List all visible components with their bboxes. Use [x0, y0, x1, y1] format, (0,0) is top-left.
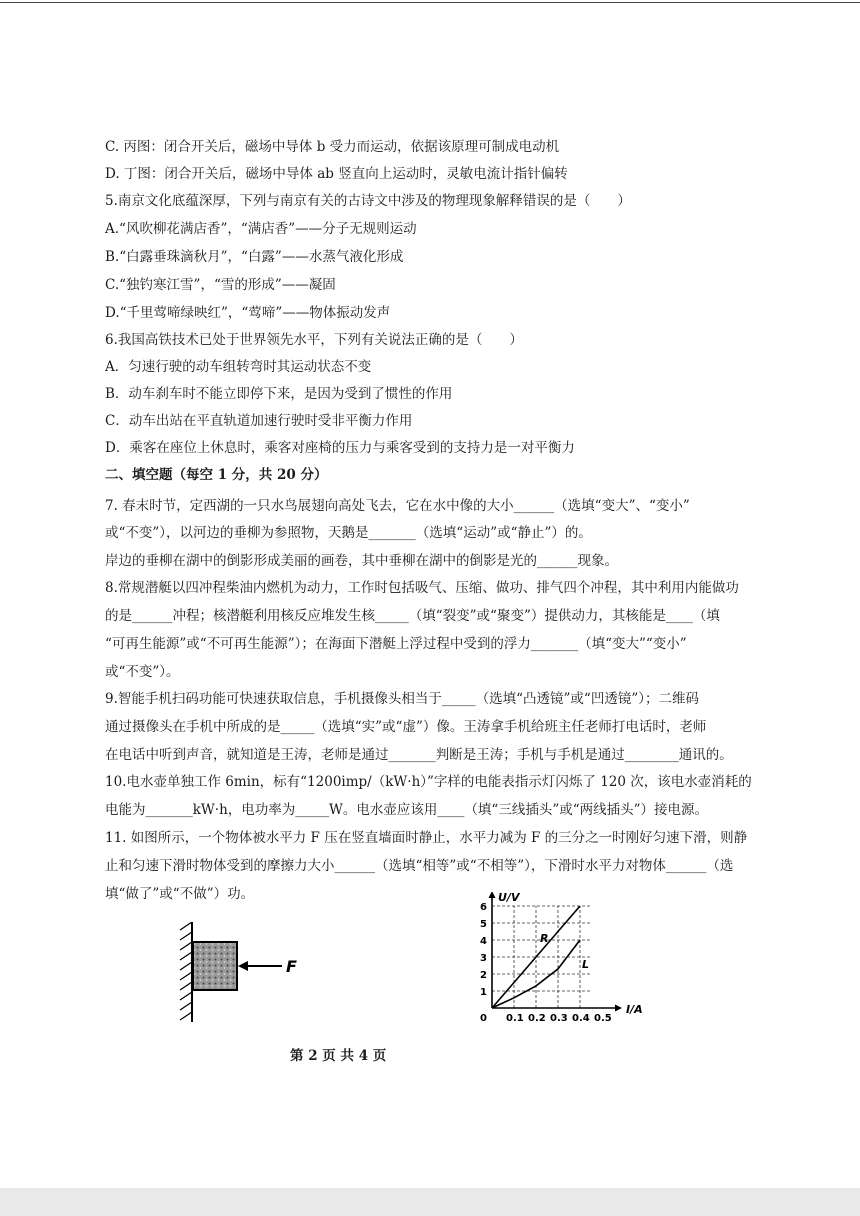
question-11-line: 11. 如图所示，一个物体被水平力 F 压在竖直墙面时静止，水平力减为 F 的三分之一时刚好匀速下滑，则静	[105, 830, 748, 846]
block	[193, 942, 237, 990]
question-6-stem: 6.我国高铁技术已处于世界领先水平，下列有关说法正确的是（ ）	[105, 332, 523, 348]
axes	[489, 892, 623, 1012]
x-tick-label: 0.2	[528, 1013, 546, 1022]
option-line: A．匀速行驶的动车组转弯时其运动状态不变	[105, 359, 372, 375]
question-10-line: 10.电水壶单独工作 6min，标有“1200imp/（kW·h）”字样的电能表指示灯闪烁了 120 次，该电水壶消耗的	[105, 774, 752, 790]
question-11-line: 填“做了”或“不做”）功。	[105, 886, 255, 902]
question-7-line: 岸边的垂柳在湖中的倒影形成美丽的画卷，其中垂柳在湖中的倒影是光的______现象。	[105, 553, 618, 569]
option-line: D.“千里莺啼绿映红”，“莺啼”——物体振动发声	[105, 305, 391, 321]
question-9-line: 通过摄像头在手机中所成的是_____（选填“实”或“虚”）像。王涛拿手机给班主任老师打电话时，老师	[105, 719, 707, 735]
wall-block-figure	[178, 922, 318, 1022]
x-tick-labels	[480, 1013, 612, 1022]
question-7-line: 7. 春末时节，定西湖的一只水鸟展翅向高处飞去，它在水中像的大小______（选填“变大”、“变小”	[105, 498, 690, 514]
option-line: C．动车出站在平直轨道加速行驶时受非平衡力作用	[105, 413, 413, 429]
question-8-line: 或“不变”）。	[105, 664, 180, 680]
x-tick-label: 0.4	[572, 1013, 590, 1022]
question-5-stem: 5.南京文化底蕴深厚，下列与南京有关的古诗文中涉及的物理现象解释错误的是（ ）	[105, 193, 631, 209]
question-8-line: 8.常规潜艇以四冲程柴油内燃机为动力，工作时包括吸气、压缩、做功、排气四个冲程，其中利用内能做功	[105, 580, 739, 596]
x-tick-label: 0	[480, 1013, 487, 1022]
series-l-label: L	[582, 958, 590, 971]
y-tick-label: 6	[480, 902, 487, 913]
option-line: A.“风吹柳花满店香”，“满店香”——分子无规则运动	[105, 221, 417, 237]
x-tick-label: 0.5	[594, 1013, 612, 1022]
question-8-line: 的是______冲程；核潜艇利用核反应堆发生核_____（填“裂变”或“聚变”）提供动力，其核能是____（填	[105, 608, 720, 624]
y-tick-label: 1	[480, 987, 487, 998]
graph-grid	[492, 906, 591, 1008]
option-line: D. 丁图：闭合开关后，磁场中导体 ab 竖直向上运动时，灵敏电流计指针偏转	[105, 166, 568, 182]
y-tick-label: 5	[480, 919, 487, 930]
page-number: 第 2 页 共 4 页	[290, 1048, 387, 1064]
series-r-label: R	[540, 932, 549, 945]
option-line: D．乘客在座位上休息时，乘客对座椅的压力与乘客受到的支持力是一对平衡力	[105, 440, 575, 456]
x-tick-label: 0.3	[550, 1013, 568, 1022]
u-i-graph	[476, 892, 666, 1022]
y-tick-label: 3	[480, 953, 487, 964]
x-axis-label: I/A	[626, 1003, 643, 1016]
option-line: B.“白露垂珠滴秋月”，“白露”——水蒸气液化形成	[105, 249, 404, 265]
y-tick-label: 2	[480, 970, 487, 981]
option-line: C.“独钓寒江雪”，“雪的形成”——凝固	[105, 277, 336, 293]
question-9-line: 9.智能手机扫码功能可快速获取信息，手机摄像头相当于_____（选填“凸透镜”或“凹透镜”）；二维码	[105, 691, 699, 707]
y-tick-labels	[480, 902, 487, 998]
question-11-line: 止和匀速下滑时物体受到的摩擦力大小______（选填“相等”或“不相等”），下滑时水平力对物体______（选	[105, 858, 734, 874]
y-tick-label: 4	[480, 936, 487, 947]
x-tick-label: 0.1	[506, 1013, 524, 1022]
question-9-line: 在电话中听到声音，就知道是王涛，老师是通过_______判断是王涛；手机与手机是通过________通讯的。	[105, 747, 733, 763]
scan-bottom-band	[0, 1188, 860, 1216]
wall	[180, 922, 192, 1022]
top-border	[0, 2, 860, 3]
question-7-line: 或“不变”），以河边的垂柳为参照物，天鹅是_______（选填“运动”或“静止”）的。	[105, 525, 592, 541]
question-10-line: 电能为_______kW·h，电功率为_____W。电水壶应该用____（填“三线插头”或“两线插头”）接电源。	[105, 802, 709, 818]
section-heading: 二、填空题（每空 1 分，共 20 分）	[105, 467, 328, 483]
y-axis-label: U/V	[498, 892, 520, 904]
force-arrow	[238, 961, 282, 971]
option-line: B．动车刹车时不能立即停下来，是因为受到了惯性的作用	[105, 386, 453, 402]
option-line: C. 丙图：闭合开关后，磁场中导体 b 受力而运动，依据该原理可制成电动机	[105, 139, 560, 155]
question-8-line: “可再生能源”或“不可再生能源”）；在海面下潜艇上浮过程中受到的浮力_______（填“变大”“变小”	[105, 636, 687, 652]
force-label: F	[286, 957, 297, 976]
